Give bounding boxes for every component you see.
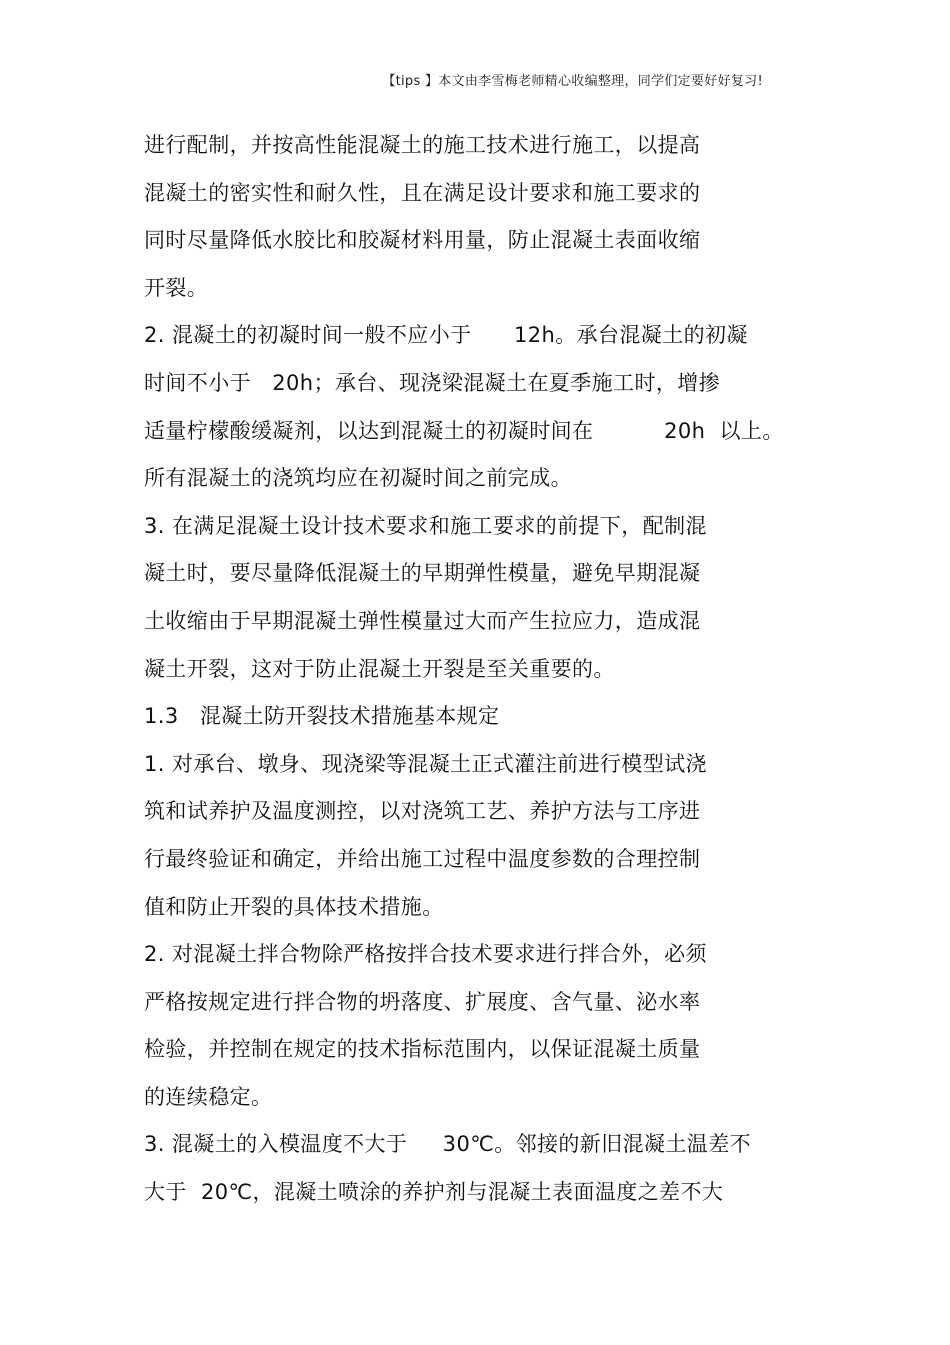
section-heading: 1.3 混凝土防开裂技术措施基本规定 (144, 704, 500, 729)
text-line: 进行配制，并按高性能混凝土的施工技术进行施工，以提高 (144, 133, 701, 157)
text-line: 的连续稳定。 (144, 1084, 273, 1109)
text-line: 同时尽量降低水胶比和胶凝材料用量，防止混凝土表面收缩 (144, 228, 701, 253)
text-line: 2. 对混凝土拌合物除严格按拌合技术要求进行拌合外，必须 (144, 942, 707, 967)
text-line: 值和防止开裂的具体技术措施。 (144, 894, 444, 919)
text-line: 检验，并控制在规定的技术指标范围内，以保证混凝土质量 (144, 1037, 701, 1062)
text-line: 2. 混凝土的初凝时间一般不应小于 12h。承台混凝土的初凝 (144, 323, 748, 348)
text-line: 筑和试养护及温度测控，以对浇筑工艺、养护方法与工序进 (144, 799, 701, 824)
text-line: 3. 在满足混凝土设计技术要求和施工要求的前提下，配制混 (144, 513, 707, 538)
document-body (144, 125, 844, 1220)
text-line: 时间不小于 20h；承台、现浇梁混凝土在夏季施工时，增掺 (144, 370, 721, 395)
text-line: 所有混凝土的浇筑均应在初凝时间之前完成。 (144, 466, 572, 491)
header-tips: 【tips 】本文由李雪梅老师精心收编整理，同学们定要好好复习! (382, 74, 763, 89)
text-line: 3. 混凝土的入模温度不大于 30℃。邻接的新旧混凝土温差不 (144, 1132, 751, 1157)
text-line: 混凝土的密实性和耐久性，且在满足设计要求和施工要求的 (144, 180, 701, 205)
text-line: 适量柠檬酸缓凝剂，以达到混凝土的初凝时间在 20h 以上。 (144, 418, 784, 443)
text-line: 开裂。 (144, 275, 209, 300)
text-line: 1. 对承台、墩身、现浇梁等混凝土正式灌注前进行模型试浇 (144, 751, 707, 776)
text-line: 凝土开裂，这对于防止混凝土开裂是至关重要的。 (144, 656, 615, 681)
text-line: 凝土时，要尽量降低混凝土的早期弹性模量，避免早期混凝 (144, 561, 701, 586)
text-line: 大于 20℃，混凝土喷涂的养护剂与混凝土表面温度之差不大 (144, 1180, 724, 1205)
text-line: 土收缩由于早期混凝土弹性模量过大而产生拉应力，造成混 (144, 608, 701, 633)
text-line: 严格按规定进行拌合物的坍落度、扩展度、含气量、泌水率 (144, 989, 701, 1014)
text-line: 行最终验证和确定，并给出施工过程中温度参数的合理控制 (144, 846, 701, 871)
